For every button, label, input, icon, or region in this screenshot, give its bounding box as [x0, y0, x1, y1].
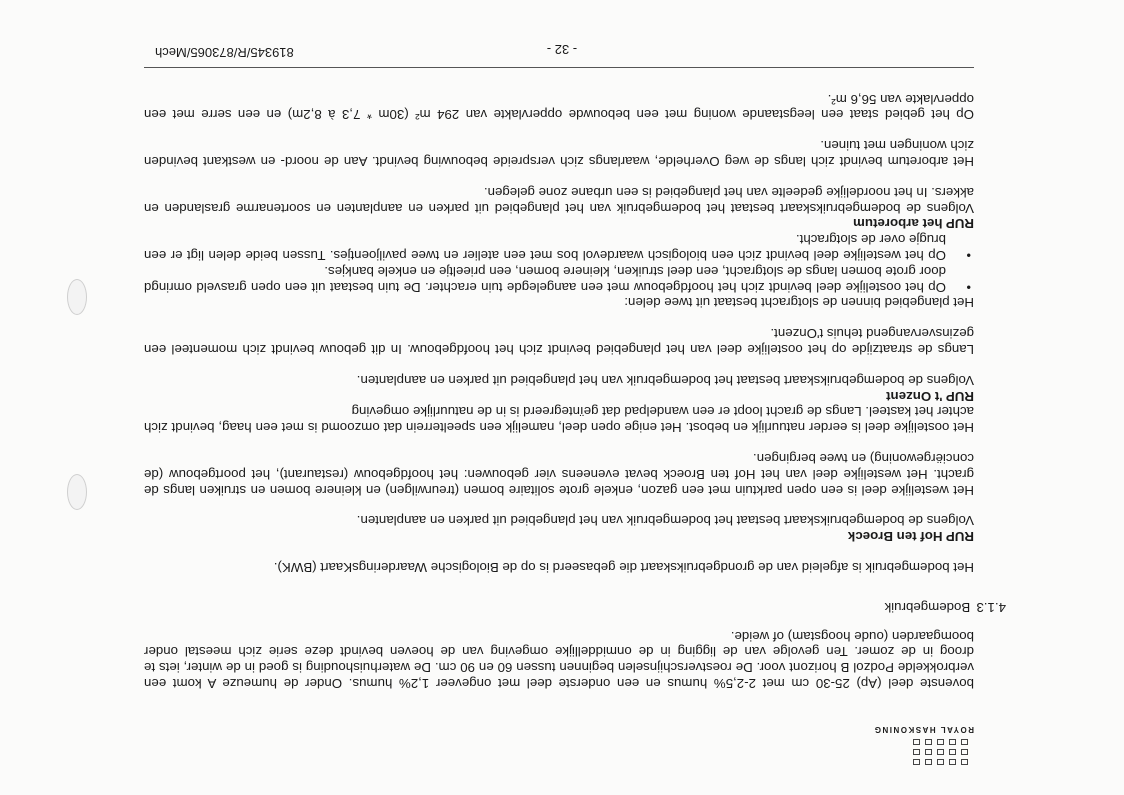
footer-divider: [144, 67, 974, 68]
onzent-p2: Langs de straatzijde op het oostelijke deel van het plangebied bevindt zich het hoofdgebouw. In dit gebouw bevindt zich momenteel een gezinsvervangend tehuis t'Onzent.: [144, 326, 974, 358]
hof-ten-broeck-p1: Volgens de bodemgebruikskaart bestaat het bodemgebruik van het plangebied uit parken en aanplanten.: [356, 513, 974, 529]
company-logo: [854, 725, 974, 765]
intro-paragraph: bovenste deel (Ap) 25-30 cm met 2-2,5% humus en een onderste deel met ongeveer 1,2% humus. Onder de humeuze A komt een verbrokkelde Podzol B horizont voor. De roestverschijnselen beginnen tussen 60 en 90 cm. De waterhuishouding is goed in de winter, iets te droog in de zomer. Ten gevolge van de ligging in de onmiddellijke omgeving van de hoeven bevindt deze serie zich meestal onder boomgaarden (oude hoogstam) of weide.: [144, 628, 974, 691]
arboretum-p3: Op het gebied staat een leegstaande woning met een bebouwde oppervlakte van 294 m² (30m * 7,3 à 8,2m) en een serre met een oppervlakte van 56,6 m².: [144, 91, 974, 123]
onzent-p3: Het plangebied binnen de slotgracht bestaat uit twee delen:: [624, 295, 974, 311]
onzent-p1: Volgens de bodemgebruikskaart bestaat het bodemgebruik van het plangebied uit parken en aanplanten.: [356, 372, 974, 388]
page-number: - 32 -: [546, 42, 578, 57]
section-intro: Het bodemgebruik is afgeleid van de grondgebruikskaart die gebaseerd is op de Biologische WaarderingsKaart (BWK).: [273, 560, 974, 575]
arboretum-p2: Het arboretum bevindt zich langs de weg Overhelde, waarlangs zich verspreide bebouwing bevindt. Aan de noord- en westkant bevinden zich woningen met tuinen.: [144, 138, 974, 170]
onzent-bullet-west: • Op het westelijke deel bevindt zich een biologisch waardevol bos met een atelier en twee paviljoentjes. Tussen beide delen ligt er een brugje over de slotgracht.: [144, 231, 946, 263]
section-title: Bodemgebruik: [884, 600, 971, 615]
document-reference: 819345/R/873065/Mech: [155, 45, 294, 60]
heading-arboretum: RUP het arboretum: [853, 216, 974, 232]
intro-paragraph-block: [144, 628, 974, 691]
section-heading: [885, 599, 1006, 615]
hof-ten-broeck-p2: Het westelijke deel is een open parktuin met een gazon, enkele grote solitaire bomen (treurwilgen) en kleinere bomen en struiken langs de gracht. Het westelijke deel van het Hof ten Broeck bevat eveneens vier gebouwen: het hoofdgebouw (restaurant), het poortgebouw (de conciërgewoning) en twee bergingen.: [144, 451, 974, 498]
logo-mark: [854, 739, 968, 765]
binder-hole-bottom: [67, 279, 87, 315]
heading-hof-ten-broeck: RUP Hof ten Broeck: [847, 529, 974, 545]
logo-text: ROYAL HASKONING: [873, 725, 974, 734]
main-text-block: [144, 91, 974, 575]
hof-ten-broeck-p3: Het oostelijke deel is eerder natuurlijk en bebost. Het enige open deel, namelijk een speelterrein dat omzoomd is met een haag, bevindt zich achter het kasteel. Langs de gracht loopt er een wandelpad dat geïntegreerd is in de natuurlijke omgeving: [144, 404, 974, 436]
arboretum-p1: Volgens de bodemgebruikskaart bestaat het bodemgebruik van het plangebied uit parken en aanplanten en soortenarme graslanden en akkers. In het noordelijke gedeelte van het plangebied is een urbane zone gelegen.: [144, 184, 974, 216]
onzent-bullet-east: • Op het oostelijke deel bevindt zich het hoofdgebouw met een aangelegde tuin erachter. De tuin bestaat uit een open grasveld omringd door grote bomen langs de slotgracht, een deel struiken, kleinere bomen, een prieeltje en enkele bankjes.: [144, 263, 946, 295]
heading-onzent: RUP 't Onzent: [886, 388, 974, 404]
binder-hole-top: [67, 474, 87, 510]
onzent-bullet-list: [144, 231, 974, 294]
section-number: 4.1.3: [976, 600, 1006, 615]
